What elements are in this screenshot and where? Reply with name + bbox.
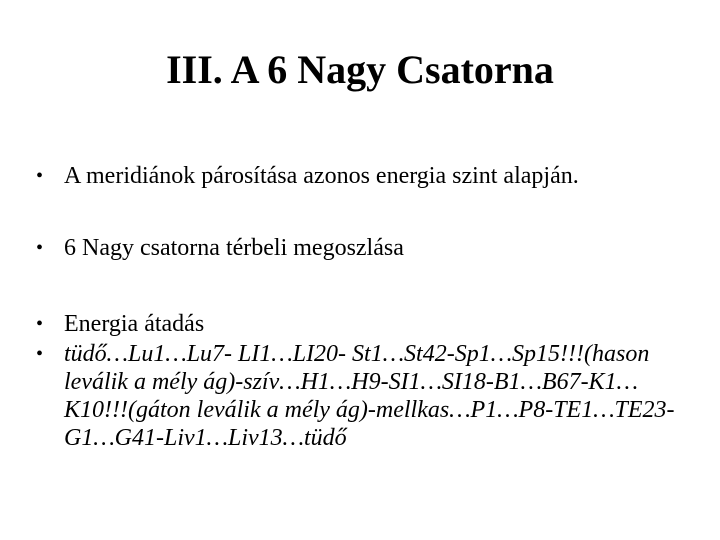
bullet-marker: • <box>36 313 44 335</box>
bullet-item-energy-transfer <box>36 310 696 338</box>
bullet-marker: • <box>36 237 44 259</box>
bullet-text: 6 Nagy csatorna térbeli megoszlása <box>64 235 404 261</box>
bullet-text: A meridiánok párosítása azonos energia szint alapján. <box>64 163 579 189</box>
slide-title: III. A 6 Nagy Csatorna <box>166 47 554 92</box>
bullet-text: Energia átadás <box>64 311 205 337</box>
bullet-item-meridian-sequence <box>36 340 696 452</box>
bullet-text: tüdő…Lu1…Lu7- LI1…LI20- St1…St42-Sp1…Sp15!!!(hason leválik a mély ág)-szív…H1…H9-SI1…SI18-B1…B67-K1…K10!!!(gáton leválik a mély ág)-mellkas…P1…P8-TE1…TE23-G1…G41-Liv1…Liv13…tüdő <box>64 341 675 451</box>
bullet-marker: • <box>36 343 44 365</box>
bullet-marker: • <box>36 165 44 187</box>
bullet-item-spatial-distribution <box>36 234 696 262</box>
bullet-item-meridian-pairing <box>36 162 696 190</box>
